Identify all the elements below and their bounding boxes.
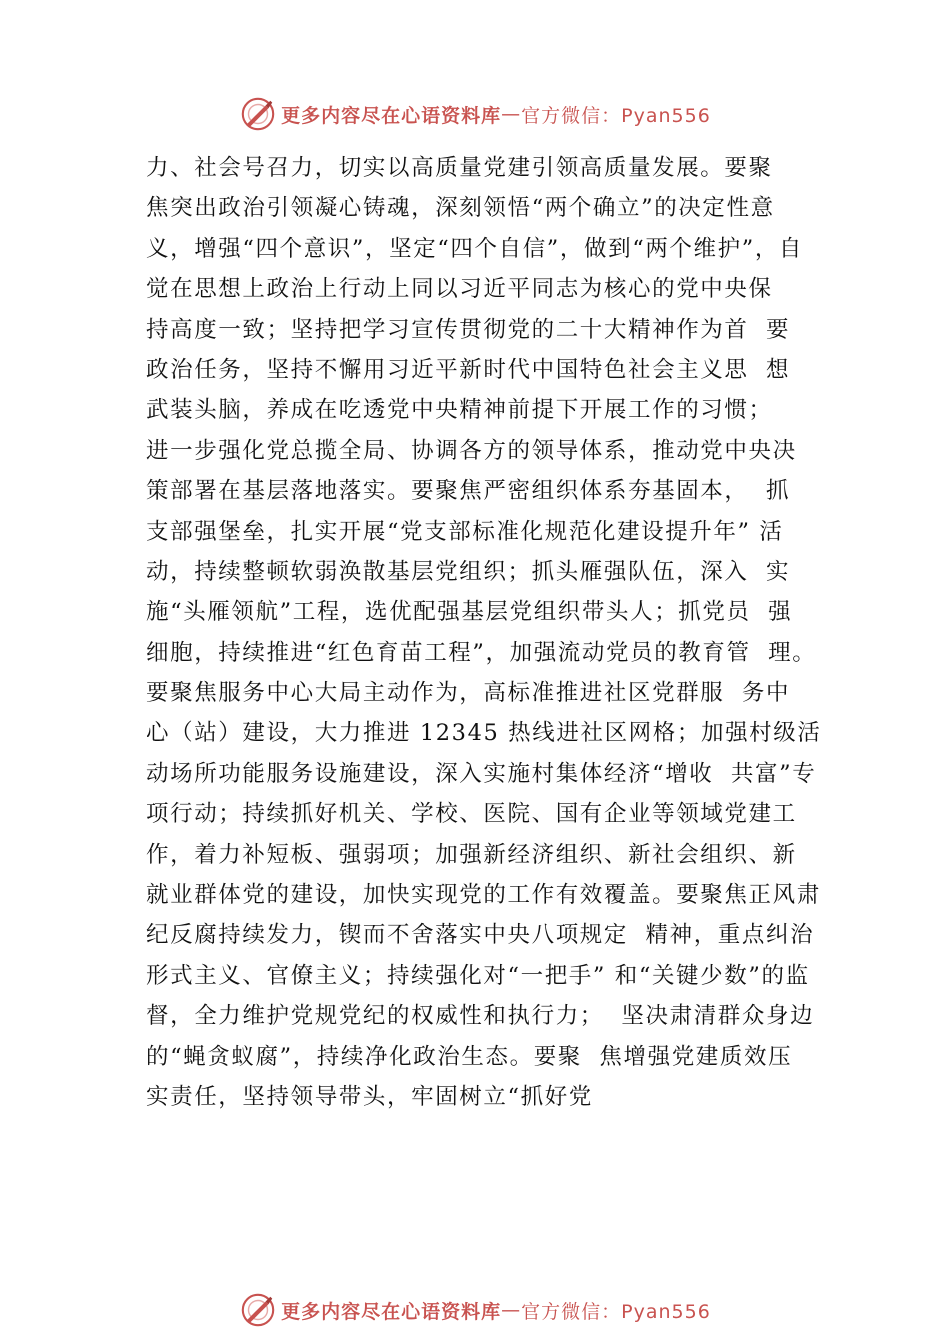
body-text-line: 支部强堡垒，扎实开展“党支部标准化规范化建设提升年” 活 (146, 518, 784, 545)
body-text-line: 细胞，持续推进“红色育苗工程”，加强流动党员的教育管 理。 (146, 639, 817, 666)
body-text-line: 施“头雁领航”工程，选优配强基层党组织带头人；抓党员 强 (146, 599, 793, 626)
body-text-line: 就业群体党的建设，加快实现党的工作有效覆盖。要聚焦正风肃 (146, 882, 821, 909)
footer-contact-text: 官方微信：Pyan556 (521, 1300, 711, 1323)
body-text-line: 武装头脑，养成在吃透党中央精神前提下开展工作的习惯； (146, 397, 773, 424)
header-contact-text: 官方微信：Pyan556 (521, 104, 711, 127)
body-text-line: 策部署在基层落地落实。要聚焦严密组织体系夯基固本， 抓 (146, 478, 791, 505)
body-text-line: 要聚焦服务中心大局主动作为，高标准推进社区党群服 务中 (146, 680, 791, 707)
brand-logo-icon (239, 95, 277, 133)
body-text-line: 进一步强化党总揽全局、协调各方的领导体系，推动党中央决 (146, 437, 797, 464)
body-text-line: 作，着力补短板、强弱项；加强新经济组织、新社会组织、新 (146, 841, 797, 868)
body-text-line: 觉在思想上政治上行动上同以习近平同志为核心的党中央保 (146, 276, 773, 303)
document-body (146, 148, 836, 1117)
body-text-line: 政治任务，坚持不懈用习近平新时代中国特色社会主义思 想 (146, 356, 791, 383)
footer-separator: — (501, 1299, 522, 1321)
footer-brand-text: 更多内容尽在心语资料库 (281, 1300, 502, 1323)
body-text-line: 义，增强“四个意识”，坚定“四个自信”，做到“两个维护”，自 (146, 235, 804, 262)
body-text-line: 心（站）建设，大力推进 12345 热线进社区网格；加强村级活 (146, 720, 822, 747)
body-text-line: 力、社会号召力，切实以高质量党建引领高质量发展。要聚 (146, 155, 773, 181)
footer-banner (0, 1288, 950, 1332)
header-brand-text: 更多内容尽在心语资料库 (281, 104, 502, 127)
body-text-line: 项行动；持续抓好机关、学校、医院、国有企业等领域党建工 (146, 801, 797, 828)
header-separator: — (501, 103, 522, 125)
body-text-line: 督，全力维护党规党纪的权威性和执行力； 坚决肃清群众身边 (146, 1003, 815, 1030)
body-text-line: 焦突出政治引领凝心铸魂，深刻领悟“两个确立”的决定性意 (146, 195, 775, 222)
body-text-line: 的“蝇贪蚁腐”，持续净化政治生态。要聚 焦增强党建质效压 (146, 1043, 793, 1070)
body-text-line: 动，持续整顿软弱涣散基层党组织；抓头雁强队伍，深入 实 (146, 558, 791, 585)
body-text-line: 动场所功能服务设施建设，深入实施村集体经济“增收 共富”专 (146, 760, 817, 787)
body-text-line: 纪反腐持续发力，锲而不舍落实中央八项规定 精神，重点纠治 (146, 922, 815, 949)
brand-logo-icon (239, 1291, 277, 1329)
body-text-line: 持高度一致；坚持把学习宣传贯彻党的二十大精神作为首 要 (146, 316, 791, 343)
body-text-line: 形式主义、官僚主义；持续强化对“一把手” 和“关键少数”的监 (146, 962, 810, 989)
body-text-line: 实责任，坚持领导带头，牢固树立“抓好党 (146, 1083, 593, 1110)
header-banner (0, 92, 950, 136)
